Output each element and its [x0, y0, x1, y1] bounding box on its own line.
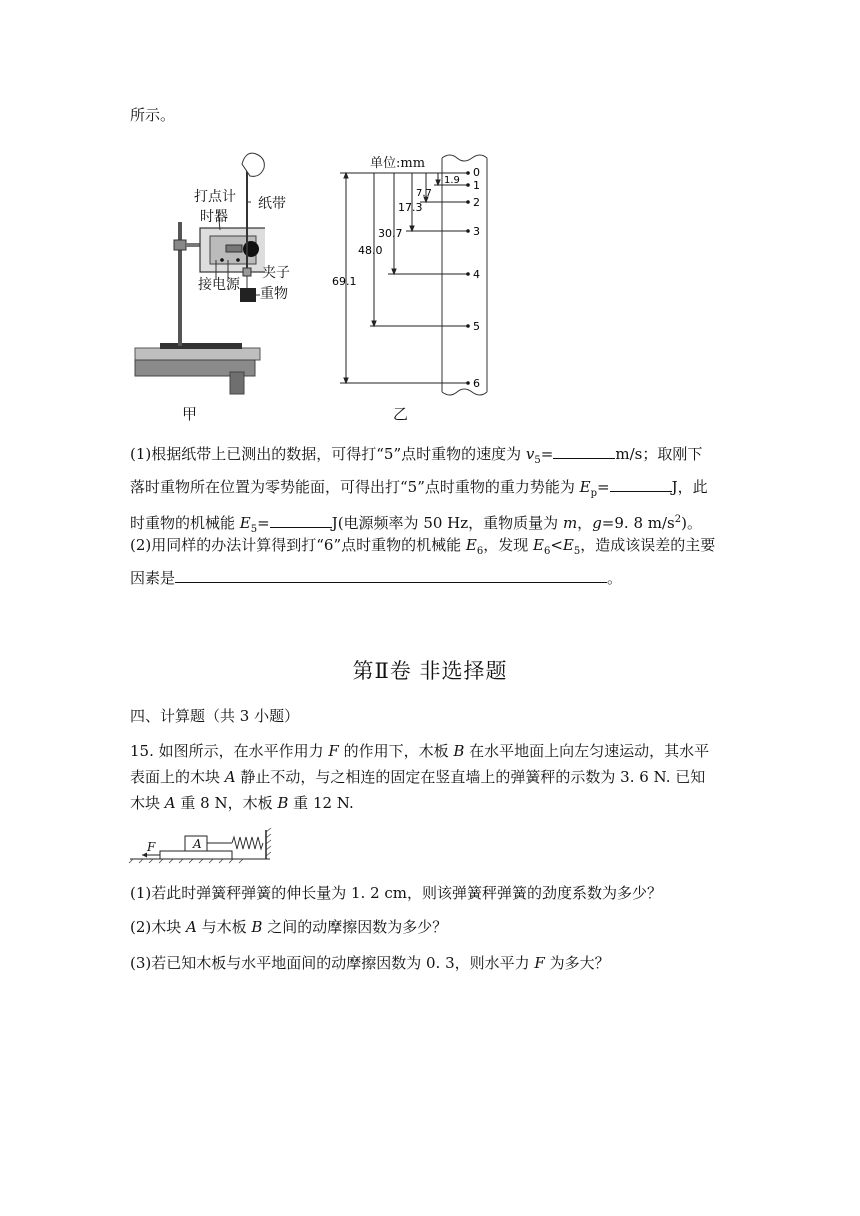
q15-sub1: (1)若此时弹簧秤弹簧的伸长量为 1. 2 cm，则该弹簧秤弹簧的劲度系数为多少？ — [130, 884, 663, 902]
hand — [242, 153, 264, 176]
part4-heading: 四、计算题（共 3 小题） — [130, 707, 300, 725]
weight-block — [240, 288, 256, 302]
q14-part2-line1: (2)用同样的办法计算得到打“6”点时重物的机械能 $E_6$，发现 $E_6<E_5$，造成该误差的主要 — [130, 536, 716, 557]
q15-sub3: (3)若已知木板与水平地面间的动摩擦因数为 0. 3，则水平力 F 为多大？ — [130, 954, 610, 972]
q15-figure-label-A: A — [193, 837, 202, 851]
figure-yi-unit: 单位:mm — [370, 156, 426, 171]
answer-blank-ep[interactable] — [610, 475, 672, 492]
answer-blank-error-cause[interactable] — [175, 566, 607, 583]
label-tape: 纸带 — [258, 196, 286, 212]
distance-label-3: 17.3 — [398, 201, 423, 214]
label-timer-1: 打点计 — [194, 189, 236, 205]
label-clip: 夹子 — [262, 265, 290, 281]
intro-fragment: 所示。 — [130, 106, 176, 124]
q15-stem — [130, 738, 730, 816]
table-leg — [230, 372, 244, 394]
q15-sub2: (2)木块 A 与木板 B 之间的动摩擦因数为多少？ — [130, 918, 448, 936]
distance-label-6: 69.1 — [332, 275, 357, 288]
q15-line2: 表面上的木块 A 静止不动，与之相连的固定在竖直墙上的弹簧秤的示数为 3. 6 N. 已知 — [130, 768, 706, 786]
figure-jia-caption: 甲 — [182, 405, 198, 423]
figure-yi-caption: 乙 — [393, 405, 409, 423]
q14-part1-line3: 时重物的机械能 $E_5= J$(电源频率为 50 Hz，重物质量为 m，g=9. 8 $m/s^2$)。 — [130, 507, 730, 543]
table-top — [135, 348, 260, 360]
q15-figure-label-F: F — [147, 840, 156, 854]
section-title: 第Ⅱ卷 非选择题 — [352, 659, 508, 683]
rod-clamp — [174, 240, 186, 250]
point-label-5: 5 — [473, 320, 480, 333]
q14-part1-line1: (1)根据纸带上已测出的数据，可得打“5”点时重物的速度为 $v_5= m/s$；取刚下 — [130, 441, 730, 474]
point-label-3: 3 — [473, 225, 480, 238]
label-weight: 重物 — [260, 286, 288, 302]
figure-yi-tape — [330, 150, 490, 400]
answer-blank-v5[interactable] — [553, 442, 615, 459]
point-label-2: 2 — [473, 196, 480, 209]
point-label-4: 4 — [473, 268, 480, 281]
q15-line3: 木块 A 重 8 N，木板 B 重 12 N. — [130, 794, 354, 812]
point-label-1: 1 — [473, 179, 480, 192]
q14-part2-line2: 因素是 。 — [130, 565, 730, 591]
spring — [232, 837, 263, 849]
answer-blank-e5[interactable] — [270, 511, 332, 528]
label-timer-2: 时器 — [200, 209, 228, 225]
distance-label-4: 30.7 — [378, 227, 403, 240]
tape-dots — [466, 171, 470, 385]
base-plate — [160, 343, 242, 349]
point-label-0: 0 — [473, 166, 480, 179]
q15-line1: 15. 如图所示，在水平作用力 F 的作用下，木板 B 在水平地面上向左匀速运动，其水平 — [130, 742, 710, 760]
timer-disc — [243, 241, 259, 257]
label-power: 接电源 — [198, 277, 240, 293]
point-label-6: 6 — [473, 377, 480, 390]
q14-part2 — [130, 532, 730, 591]
q14-part1 — [130, 441, 730, 543]
q14-part1-line2: 落时重物所在位置为零势能面，可得出打“5”点时重物的重力势能为 $E_p= J$，此 — [130, 474, 730, 507]
distance-label-2: 7.7 — [416, 188, 432, 199]
distance-label-5: 48.0 — [358, 244, 383, 257]
distance-label-1: 1.9 — [444, 175, 460, 186]
clip — [243, 268, 251, 276]
